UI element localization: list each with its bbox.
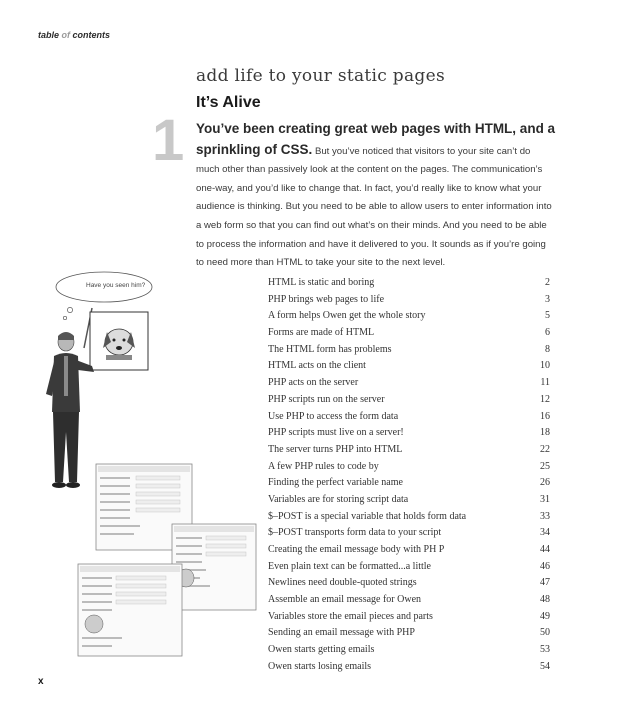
chapter-title: It’s Alive [196, 94, 261, 111]
toc-entry-title: PHP acts on the server [268, 377, 359, 389]
header-word-table: table [38, 30, 60, 40]
toc-entry[interactable] [268, 625, 550, 642]
lost-dog-poster [84, 308, 148, 370]
toc-entry-page: 11 [540, 377, 550, 389]
toc-entry-title: The server turns PHP into HTML [268, 443, 403, 455]
toc-entry[interactable] [268, 475, 550, 492]
toc-entry[interactable] [268, 425, 550, 442]
toc-entry[interactable] [268, 292, 550, 309]
page-number: x [38, 676, 44, 687]
thought-bubble-text: Have you seen him? [86, 282, 146, 289]
toc-entry[interactable] [268, 642, 550, 659]
header-word-contents: contents [72, 30, 111, 40]
toc-entry-title: Assemble an email message for Owen [268, 594, 422, 606]
toc-entry-title: Owen starts losing emails [268, 660, 372, 672]
toc-entry[interactable] [268, 392, 550, 409]
toc-entry[interactable] [268, 325, 550, 342]
toc-entry-page: 22 [540, 443, 550, 455]
form-screenshot-2 [172, 524, 256, 610]
running-header [38, 30, 110, 40]
toc-entry[interactable] [268, 459, 550, 476]
chapter-intro [196, 120, 556, 273]
toc-entry-title: The HTML form has problems [268, 343, 392, 355]
toc-entry[interactable] [268, 409, 550, 426]
toc-entry-title: Newlines need double-quoted strings [268, 577, 417, 589]
toc-entry-page: 47 [540, 577, 550, 589]
toc-entry-title: Forms are made of HTML [268, 327, 375, 339]
toc-entry[interactable] [268, 609, 550, 626]
toc-entry-page: 6 [545, 327, 550, 339]
toc-entry-title: Sending an email message with PHP [268, 627, 415, 639]
toc-entry-page: 2 [545, 277, 550, 288]
toc-entry-page: 3 [545, 293, 550, 305]
toc-entry-page: 12 [540, 393, 550, 405]
toc-entry-page: 25 [540, 460, 550, 472]
toc-entry[interactable] [268, 375, 550, 392]
toc-entry-title: PHP scripts must live on a server! [268, 427, 404, 439]
header-word-of: of [61, 30, 71, 40]
toc-entry-page: 46 [540, 560, 550, 572]
toc-entry[interactable] [268, 442, 550, 459]
toc-entry-page: 10 [540, 360, 550, 372]
toc-entry[interactable] [268, 492, 550, 509]
toc-entry[interactable] [268, 659, 550, 676]
toc-entry-title: Variables store the email pieces and parts [268, 610, 433, 622]
toc-entry[interactable] [268, 525, 550, 542]
man-figure [46, 332, 94, 488]
toc-entry-page: 53 [540, 644, 550, 656]
chapter-number: 1 [152, 108, 185, 173]
toc-entry[interactable] [268, 358, 550, 375]
chapter-subtitle: add life to your static pages [196, 66, 445, 86]
toc-entry-title: Even plain text can be formatted...a little [268, 560, 431, 572]
toc-entry-page: 26 [540, 477, 550, 489]
toc-entry-title: PHP brings web pages to life [268, 293, 385, 305]
toc-entry-page: 44 [540, 544, 550, 555]
chapter-illustration [40, 262, 260, 682]
toc-entry[interactable] [268, 592, 550, 609]
toc-entry-title: $–POST transports form data to your script [268, 527, 442, 539]
toc-entry-page: 16 [540, 410, 550, 422]
toc-entry-title: Finding the perfect variable name [268, 477, 403, 489]
intro-body: But you’ve noticed that visitors to your site can’t do much other than passively look at the content on the pages. The communication’s one-way, and you’d like to change that. In fact, you’d really like to know what your audience is thinking. But you need to be able to allow users to enter information into a web form so that you can find out what’s on their minds. And you need to be able to process the information and have it delivered to you. It sounds as if you’re going to need more than HTML to take your site to the next level. [196, 145, 552, 269]
toc-entry-page: 34 [540, 527, 550, 539]
toc-entry-page: 49 [540, 610, 550, 622]
toc-list [268, 275, 550, 676]
toc-entry-title: A form helps Owen get the whole story [268, 310, 426, 322]
toc-entry-title: HTML is static and boring [268, 277, 375, 288]
toc-entry-title: Owen starts getting emails [268, 644, 375, 656]
toc-entry[interactable] [268, 308, 550, 325]
toc-entry-title: Creating the email message body with PH P [268, 544, 445, 555]
toc-entry[interactable] [268, 509, 550, 526]
toc-entry-title: A few PHP rules to code by [268, 460, 379, 472]
toc-entry-page: 48 [540, 594, 550, 606]
form-screenshot-3 [78, 564, 182, 656]
toc-entry-page: 5 [545, 310, 550, 322]
toc-entry-title: $–POST is a special variable that holds form data [268, 510, 467, 522]
toc-entry-page: 18 [540, 427, 550, 439]
toc-entry-page: 8 [545, 343, 550, 355]
toc-entry-page: 54 [540, 660, 550, 672]
toc-entry-page: 50 [540, 627, 550, 639]
toc-entry-page: 33 [540, 510, 550, 522]
toc-entry-title: HTML acts on the client [268, 360, 366, 372]
toc-entry[interactable] [268, 342, 550, 359]
toc-entry[interactable] [268, 275, 550, 292]
toc-entry[interactable] [268, 575, 550, 592]
toc-entry-page: 31 [540, 493, 550, 505]
toc-entry-title: Use PHP to access the form data [268, 410, 399, 422]
toc-entry[interactable] [268, 542, 550, 559]
intro-lead: You’ve been creating great web pages with HTML, and a sprinkling of CSS. [196, 121, 556, 157]
toc-entry-title: PHP scripts run on the server [268, 393, 385, 405]
toc-entry[interactable] [268, 559, 550, 576]
toc-entry-title: Variables are for storing script data [268, 493, 409, 505]
